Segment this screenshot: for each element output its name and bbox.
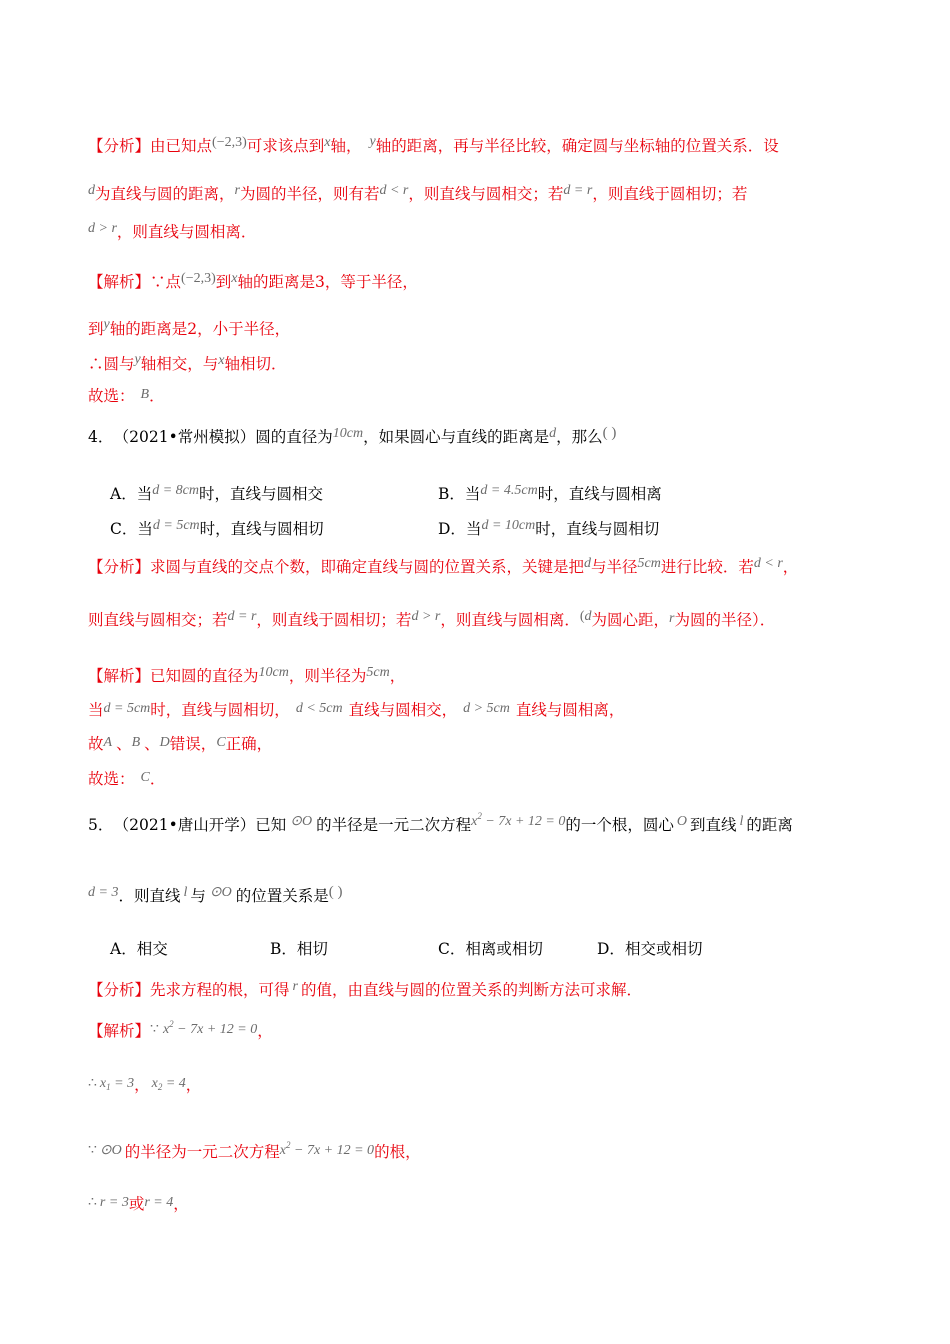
point-coord: (−2,3) bbox=[212, 135, 247, 150]
q5-option-b: B．相切 bbox=[270, 940, 328, 958]
question-number: 4． bbox=[88, 428, 114, 446]
q4-answer: 故选： C． bbox=[88, 770, 166, 788]
q4-option-a: A．当d = 8cm时，直线与圆相交 bbox=[110, 483, 324, 503]
solution-tag: 【解析】 bbox=[88, 1022, 151, 1040]
q3-analysis-line-1: 【分析】由已知点(−2,3)可求该点到x轴， y轴的距离，再与半径比较，确定圆与坐标轴的位置关系．设 bbox=[88, 134, 779, 155]
q4-solution-line-2: 当d = 5cm时，直线与圆相切， d < 5cm 直线与圆相交， d > 5cm 直线与圆相离， bbox=[88, 701, 625, 719]
solution-tag: 【解析】 bbox=[88, 273, 151, 291]
q4-stem: 4． （2021•常州模拟）圆的直径为10cm，如果圆心与直线的距离是d，那么( ) bbox=[88, 425, 617, 446]
answer-blank: ( ) bbox=[602, 425, 617, 441]
q3-solution-line-2: 到y轴的距离是2，小于半径， bbox=[88, 317, 291, 338]
q4-option-c: C．当d = 5cm时，直线与圆相切 bbox=[110, 518, 324, 538]
q4-analysis-line-1: 【分析】求圆与直线的交点个数，即确定直线与圆的位置关系，关键是把d与半径5cm进行比较．若d < r， bbox=[88, 556, 799, 576]
question-number: 5． bbox=[88, 816, 114, 834]
q5-solution-line-4: ∴ r = 3或r = 4， bbox=[88, 1195, 189, 1213]
q5-solution-line-2: ∴ $x_1 = 3$， $x_2 = 4$， bbox=[88, 1076, 202, 1094]
q4-solution-line-3: 故A 、B 、D错误，C正确， bbox=[88, 735, 273, 753]
q5-solution-line-3: ∵ ⊙O 的半径为一元二次方程$x^2 - 7x + 12 = 0$的根， bbox=[88, 1140, 421, 1161]
q4-option-d: D．当d = 10cm时，直线与圆相切 bbox=[438, 518, 660, 538]
q3-answer: 故选： B． bbox=[88, 387, 165, 405]
q5-analysis: 【分析】先求方程的根，可得 r 的值，由直线与圆的位置关系的判断方法可求解． bbox=[88, 979, 642, 999]
q5-option-a: A．相交 bbox=[110, 940, 168, 958]
q4-analysis-line-2: 则直线与圆相交；若d = r，则直线于圆相切；若d > r，则直线与圆相离．(d为圆心距，r为圆的半径）． bbox=[88, 609, 776, 629]
q5-solution-line-1: 【解析】∵ $x^2 - 7x + 12 = 0$， bbox=[88, 1019, 273, 1040]
analysis-tag: 【分析】 bbox=[88, 981, 151, 999]
q5-stem-line-2: d = 3．则直线 l 与 ⊙O 的位置关系是( ) bbox=[88, 884, 343, 905]
solution-tag: 【解析】 bbox=[88, 667, 151, 685]
q4-solution-line-1: 【解析】已知圆的直径为10cm，则半径为5cm， bbox=[88, 665, 406, 685]
q3-analysis-line-2: d为直线与圆的距离，r为圆的半径，则有若d < r，则直线与圆相交；若d = r，则直线于圆相切；若 bbox=[88, 183, 748, 203]
q5-stem-line-1: 5． （2021•唐山开学）已知 ⊙O 的半径是一元二次方程$x^2 - 7x + 12 = 0$的一个根，圆心 O 到直线 l 的距离 bbox=[88, 811, 793, 834]
answer-blank: ( ) bbox=[328, 884, 343, 900]
analysis-tag: 【分析】 bbox=[88, 137, 151, 155]
q3-solution-line-3: ∴圆与y轴相交，与x轴相切． bbox=[88, 352, 287, 373]
q5-option-d: D．相交或相切 bbox=[597, 940, 703, 958]
q3-analysis-line-3: d > r，则直线与圆相离． bbox=[88, 221, 257, 241]
analysis-tag: 【分析】 bbox=[88, 558, 151, 576]
q4-option-b: B．当d = 4.5cm时，直线与圆相离 bbox=[438, 483, 662, 503]
q3-solution-line-1: 【解析】∵点(−2,3)到x轴的距离是3，等于半径， bbox=[88, 271, 418, 291]
q5-option-c: C．相离或相切 bbox=[438, 940, 543, 958]
